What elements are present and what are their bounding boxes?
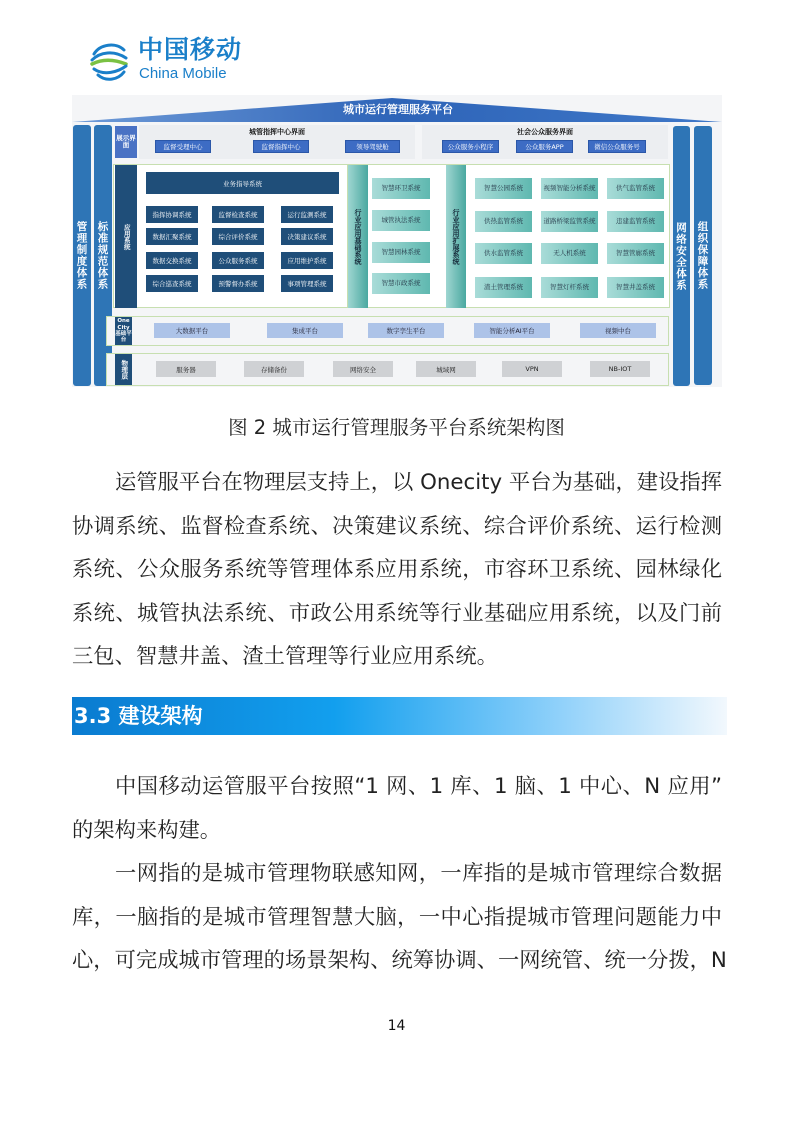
- text-line: 库，一脑指的是城市管理智慧大脑，一中心指提城市管理问题能力中: [72, 904, 722, 930]
- text-line: 系统、城管执法系统、市政公用系统等行业基础应用系统，以及门前: [72, 600, 722, 626]
- industry-ext-box: 无人机系统: [541, 243, 598, 264]
- command-center-title: 城管指挥中心界面: [249, 128, 305, 136]
- page-number: 14: [387, 1018, 406, 1034]
- industry-base-box: 智慧园林系统: [372, 242, 430, 263]
- command-btn: 监督受理中心: [155, 140, 211, 153]
- app-system-box: 综合巡查系统: [146, 275, 198, 292]
- industry-ext-box: 智慧公园系统: [475, 178, 532, 199]
- onecity-label: One City 基础平台: [115, 318, 132, 344]
- text-line: 运管服平台在物理层支持上，以 Onecity 平台为基础，建设指挥: [115, 470, 722, 495]
- pillar-organization: 组织保障体系: [694, 126, 712, 385]
- business-guide-system: 业务指导系统: [146, 172, 339, 194]
- physical-label: 物理层: [115, 354, 132, 385]
- industry-ext-box: 供水监管系统: [475, 243, 532, 264]
- industry-ext-box: 违建监管系统: [607, 211, 664, 232]
- app-system-box: 事项管理系统: [281, 275, 333, 292]
- onecity-platform-box: 视频中台: [580, 323, 656, 338]
- onecity-platform-box: 智能分析AI平台: [474, 323, 550, 338]
- app-system-box: 综合评价系统: [212, 228, 264, 245]
- public-btn: 公众服务APP: [516, 140, 573, 153]
- industry-ext-box: 供热监管系统: [475, 211, 532, 232]
- physical-item-box: 网络安全: [333, 361, 393, 377]
- physical-item-box: 城域网: [416, 361, 476, 377]
- figure-caption: 图 2 城市运行管理服务平台系统架构图: [228, 416, 565, 439]
- app-system-box: 监督检查系统: [212, 206, 264, 223]
- app-system-box: 应用维护系统: [281, 252, 333, 269]
- paragraph-3: [72, 852, 727, 983]
- industry-base-box: 智慧环卫系统: [372, 178, 430, 199]
- text-line: 一网指的是城市管理物联感知网，一库指的是城市管理综合数据: [115, 861, 722, 886]
- pillar-management: 管理制度体系: [73, 125, 91, 386]
- industry-ext-box: 道路桥梁监管系统: [541, 211, 598, 232]
- pillar-standards: 标准规范体系: [94, 125, 112, 386]
- public-title: 社会公众服务界面: [517, 128, 573, 136]
- command-btn: 领导驾驶舱: [345, 140, 400, 153]
- text-line: 心，可完成城市管理的场景架构、统筹协调、一网统管、统一分拨，N: [72, 948, 727, 973]
- public-btn: 公众服务小程序: [442, 140, 499, 153]
- app-system-box: 数据交换系统: [146, 252, 198, 269]
- industry-ext-box: 智慧井盖系统: [607, 277, 664, 298]
- onecity-platform-box: 大数据平台: [154, 323, 230, 338]
- industry-base-box: 城管执法系统: [372, 210, 430, 231]
- text-line: 协调系统、监督检查系统、决策建议系统、综合评价系统、运行检测: [72, 513, 722, 539]
- physical-item-box: NB-IOT: [590, 361, 650, 377]
- app-system-box: 公众服务系统: [212, 252, 264, 269]
- physical-item-box: 存储备份: [244, 361, 304, 377]
- physical-item-box: VPN: [502, 361, 562, 377]
- industry-base-label: 行业应用基础系统: [348, 165, 368, 308]
- logo-text-cn: 中国移动: [138, 35, 243, 64]
- industry-base-box: 智慧市政系统: [372, 273, 430, 294]
- pillar-network-security: 网络安全体系: [673, 126, 690, 386]
- app-systems-label: 应用系统: [115, 165, 137, 308]
- app-system-box: 决策建议系统: [281, 228, 333, 245]
- architecture-diagram: [72, 95, 722, 387]
- china-mobile-logo-icon: [86, 38, 132, 84]
- command-btn: 监督指挥中心: [253, 140, 309, 153]
- display-label: 展示界面: [115, 126, 137, 158]
- paragraph-2: [72, 765, 722, 852]
- industry-ext-box: 供气监管系统: [607, 178, 664, 199]
- text-line: 三包、智慧井盖、渣土管理等行业应用系统。: [72, 644, 498, 669]
- industry-ext-box: 智慧灯杆系统: [541, 277, 598, 298]
- public-btn: 微信公众服务号: [588, 140, 646, 153]
- onecity-platform-box: 数字孪生平台: [368, 323, 444, 338]
- industry-ext-label: 行业应用扩展系统: [446, 165, 466, 308]
- physical-item-box: 服务器: [156, 361, 216, 377]
- onecity-platform-box: 集成平台: [267, 323, 343, 338]
- diagram-title: 城市运行管理服务平台: [343, 103, 453, 116]
- paragraph-1: [72, 461, 722, 679]
- text-line: 的架构来构建。: [72, 817, 222, 843]
- industry-ext-box: 智慧管廊系统: [607, 243, 664, 264]
- industry-ext-box: 视频智能分析系统: [541, 178, 598, 199]
- industry-ext-box: 渣土管理系统: [475, 277, 532, 298]
- text-line: 系统、公众服务系统等管理体系应用系统，市容环卫系统、园林绿化: [72, 557, 722, 582]
- logo-text-en: China Mobile: [139, 65, 227, 82]
- app-system-box: 运行监测系统: [281, 206, 333, 223]
- app-system-box: 指挥协调系统: [146, 206, 198, 223]
- app-system-box: 数据汇聚系统: [146, 228, 198, 245]
- text-line: 中国移动运管服平台按照“1 网、1 库、1 脑、1 中心、N 应用”: [115, 774, 722, 799]
- app-system-box: 预警督办系统: [212, 275, 264, 292]
- section-heading: 3.3 建设架构: [72, 697, 727, 735]
